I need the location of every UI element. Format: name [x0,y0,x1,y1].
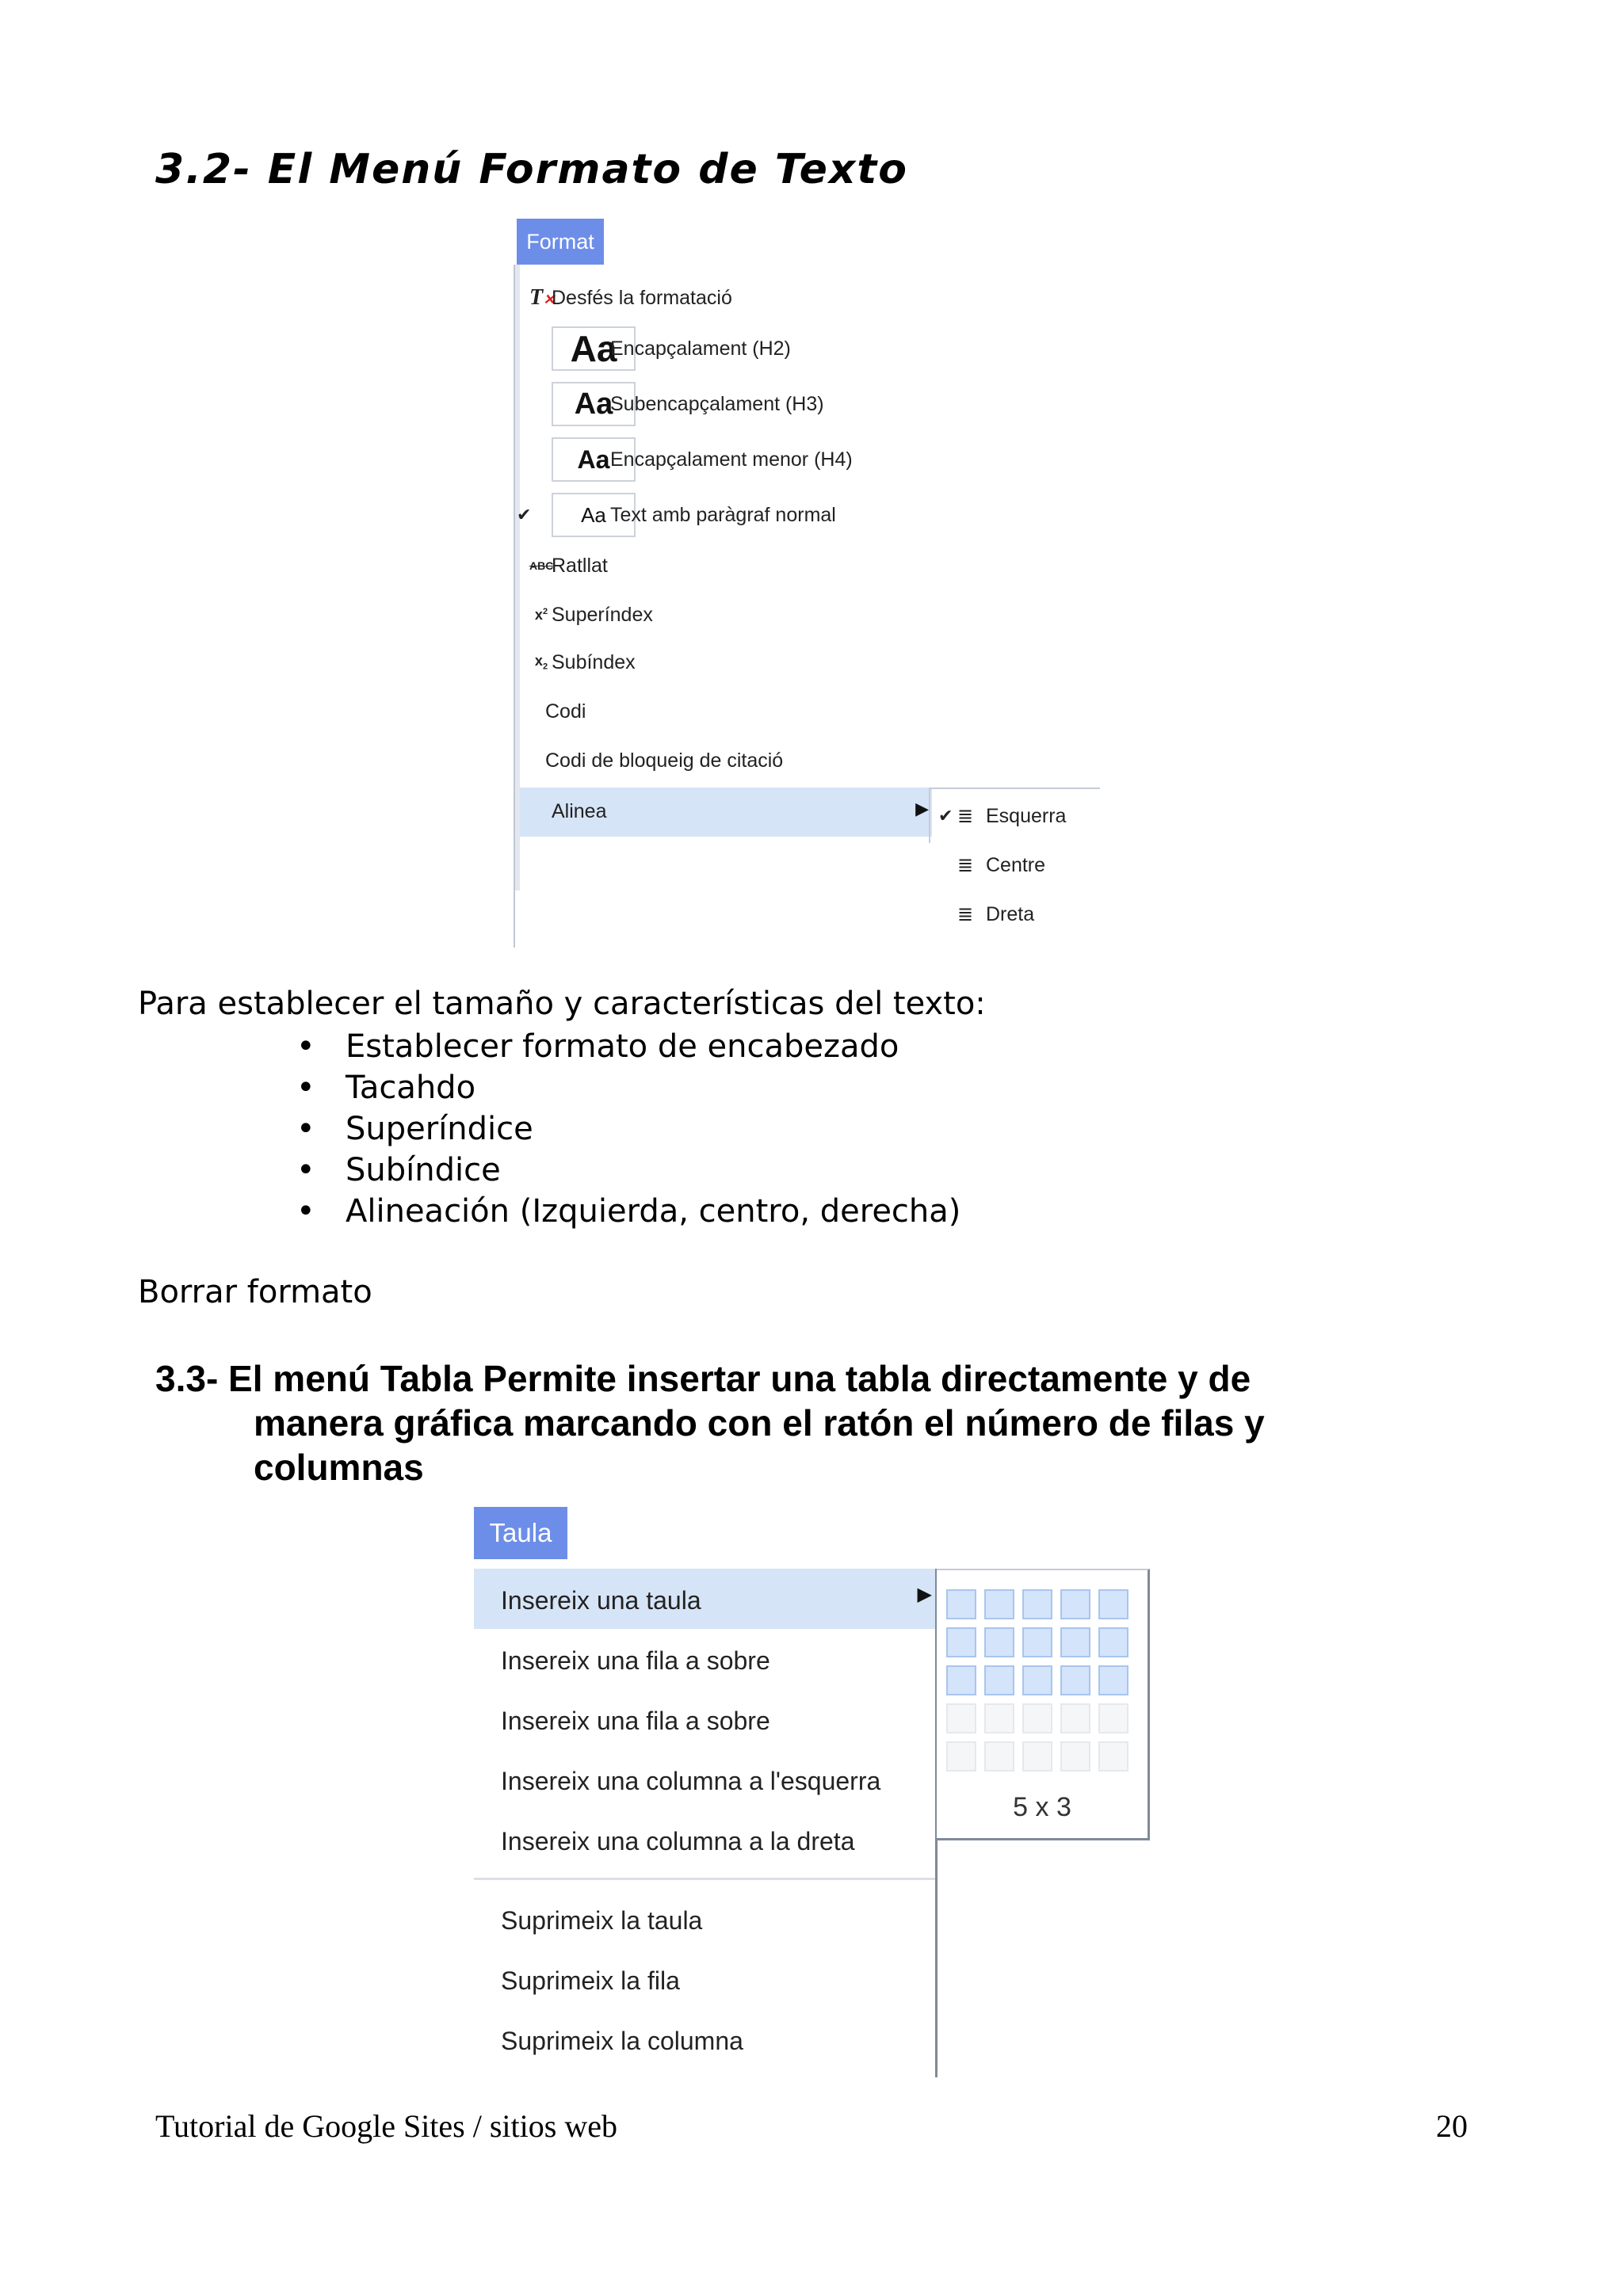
heading-h2-preview: Aa [552,326,636,371]
menu-item-label: Insereix una fila a sobre [501,1707,770,1735]
menu-item-code[interactable] [521,689,918,734]
grid-cell[interactable] [946,1741,976,1772]
bullet-text: Subíndice [346,1152,501,1188]
section-3-3-heading [155,1356,1392,1489]
menu-item-label: Subencapçalament (H3) [610,392,824,415]
menu-item-delete-table[interactable] [474,1889,935,1949]
grid-cell[interactable] [984,1589,1014,1619]
menu-item-heading-h4[interactable] [521,437,918,482]
grid-cell[interactable] [984,1741,1014,1772]
menu-item-heading-h2[interactable] [521,326,918,371]
bullet-marker: • [296,1111,315,1147]
align-center-icon: ≣ [957,854,974,876]
grid-cell[interactable] [984,1627,1014,1657]
strikethrough-icon: ABC [529,559,554,572]
clear-format-icon: T✕ [529,285,556,310]
heading-h4-preview: Aa [552,437,636,482]
grid-cell[interactable] [1022,1741,1052,1772]
submenu-item-align-center[interactable] [934,843,1100,887]
menu-item-delete-column[interactable] [474,2009,935,2069]
heading-line: manera gráfica marcando con el ratón el número de filas y [254,1402,1265,1444]
menu-item-strikethrough[interactable] [521,543,918,588]
grid-cell[interactable] [1022,1627,1052,1657]
menu-item-label: Insereix una taula [501,1586,701,1615]
grid-cell[interactable] [984,1703,1014,1733]
grid-cell[interactable] [1022,1703,1052,1733]
submenu-border [929,788,930,843]
align-right-icon: ≣ [957,903,974,925]
grid-cell[interactable] [1098,1703,1128,1733]
grid-cell[interactable] [1022,1665,1052,1695]
table-menu-tab[interactable]: Taula [474,1507,567,1559]
grid-size-label: 5 x 3 [1013,1792,1071,1822]
normal-text-preview: Aa [552,493,636,537]
menu-item-label: Text amb paràgraf normal [610,503,836,526]
menu-item-label: Encapçalament menor (H4) [610,448,853,471]
menu-item-label: Insereix una fila a sobre [501,1646,770,1675]
menu-item-clear-formatting[interactable] [521,276,918,320]
menu-item-superscript[interactable] [521,593,918,637]
submenu-item-label: Dreta [986,902,1035,925]
menu-item-label: Suprimeix la columna [501,2027,743,2055]
submenu-item-label: Esquerra [986,804,1067,827]
menu-item-label: Insereix una columna a l'esquerra [501,1767,881,1795]
grid-cell[interactable] [946,1627,976,1657]
menu-item-label: Codi [545,700,586,723]
grid-cell[interactable] [946,1665,976,1695]
format-menu-tab[interactable]: Format [517,219,604,265]
menu-item-label: Suprimeix la taula [501,1906,703,1935]
bullet-text: Tacahdo [346,1070,476,1106]
footer-title: Tutorial de Google Sites / sitios web [155,2108,617,2144]
align-left-icon: ≣ [957,805,974,827]
grid-cell[interactable] [1098,1665,1128,1695]
submenu-item-label: Centre [986,853,1046,876]
submenu-item-align-right[interactable] [934,892,1100,936]
menu-item-normal-paragraph[interactable] [517,493,918,537]
grid-cell[interactable] [1098,1741,1128,1772]
menu-item-label: Subíndex [552,650,636,673]
superscript-icon: $x^2$ [534,606,548,623]
menu-item-label: Desfés la formatació [552,286,732,309]
checkmark-icon: ✔ [938,806,953,826]
grid-cell[interactable] [984,1665,1014,1695]
menu-item-label: Encapçalament (H2) [610,337,791,360]
grid-cell[interactable] [1060,1627,1090,1657]
menu-item-label: Suprimeix la fila [501,1966,680,1995]
clear-format-text: Borrar formato [138,1274,372,1310]
grid-cell[interactable] [1060,1741,1090,1772]
heading-h3-preview: Aa [552,382,636,426]
intro-paragraph: Para establecer el tamaño y características del texto: [138,986,986,1022]
menu-item-label: Codi de bloqueig de citació [545,749,784,772]
submenu-item-align-left[interactable] [934,794,1100,838]
bullet-text: Alineación (Izquierda, centro, derecha) [346,1193,961,1230]
menu-item-label: Superíndex [552,603,653,626]
bullet-marker: • [296,1152,315,1188]
menu-item-label: Alinea [552,800,607,822]
submenu-arrow-icon: ▶ [915,799,929,818]
menu-item-subscript[interactable] [521,640,918,685]
menu-item-insert-table[interactable] [474,1569,935,1629]
grid-cell[interactable] [946,1703,976,1733]
menu-item-align[interactable] [520,788,932,837]
bullet-marker: • [296,1070,315,1106]
grid-cell[interactable] [1060,1665,1090,1695]
menu-item-delete-row[interactable] [474,1949,935,2009]
menu-item-insert-column-left[interactable] [474,1749,935,1810]
format-menu-screenshot [514,219,1100,948]
heading-line: 3.3- El menú Tabla Permite insertar una tabla directamente y de [155,1358,1251,1399]
table-menu-screenshot [474,1507,1155,2077]
grid-cell[interactable] [1022,1589,1052,1619]
menu-item-insert-row-above[interactable] [474,1629,935,1689]
grid-cell[interactable] [1060,1703,1090,1733]
submenu-arrow-icon: ▶ [917,1584,932,1605]
section-3-2-heading: 3.2- El Menú Formato de Texto [155,146,908,193]
checkmark-icon: ✔ [517,505,532,524]
heading-line: columnas [254,1447,424,1488]
bullet-text: Establecer formato de encabezado [346,1028,899,1065]
subscript-icon: $x_2$ [534,653,548,672]
grid-cell[interactable] [1060,1589,1090,1619]
menu-item-insert-row[interactable] [474,1689,935,1749]
page-number: 20 [1436,2108,1468,2144]
grid-cell[interactable] [1098,1589,1128,1619]
menu-item-label: Ratllat [552,554,608,577]
table-size-picker[interactable] [937,1569,1150,1840]
menu-item-heading-h3[interactable] [521,382,918,426]
grid-cell[interactable] [1098,1627,1128,1657]
menu-item-blockquote[interactable] [521,738,918,783]
menu-separator [474,1878,935,1880]
menu-item-label: Insereix una columna a la dreta [501,1827,855,1855]
bullet-text: Superíndice [346,1111,533,1147]
menu-item-insert-column-right[interactable] [474,1810,935,1870]
grid-cell[interactable] [946,1589,976,1619]
align-submenu [929,788,1100,946]
bullet-marker: • [296,1193,315,1230]
bullet-marker: • [296,1028,315,1065]
submenu-border [929,788,1100,789]
